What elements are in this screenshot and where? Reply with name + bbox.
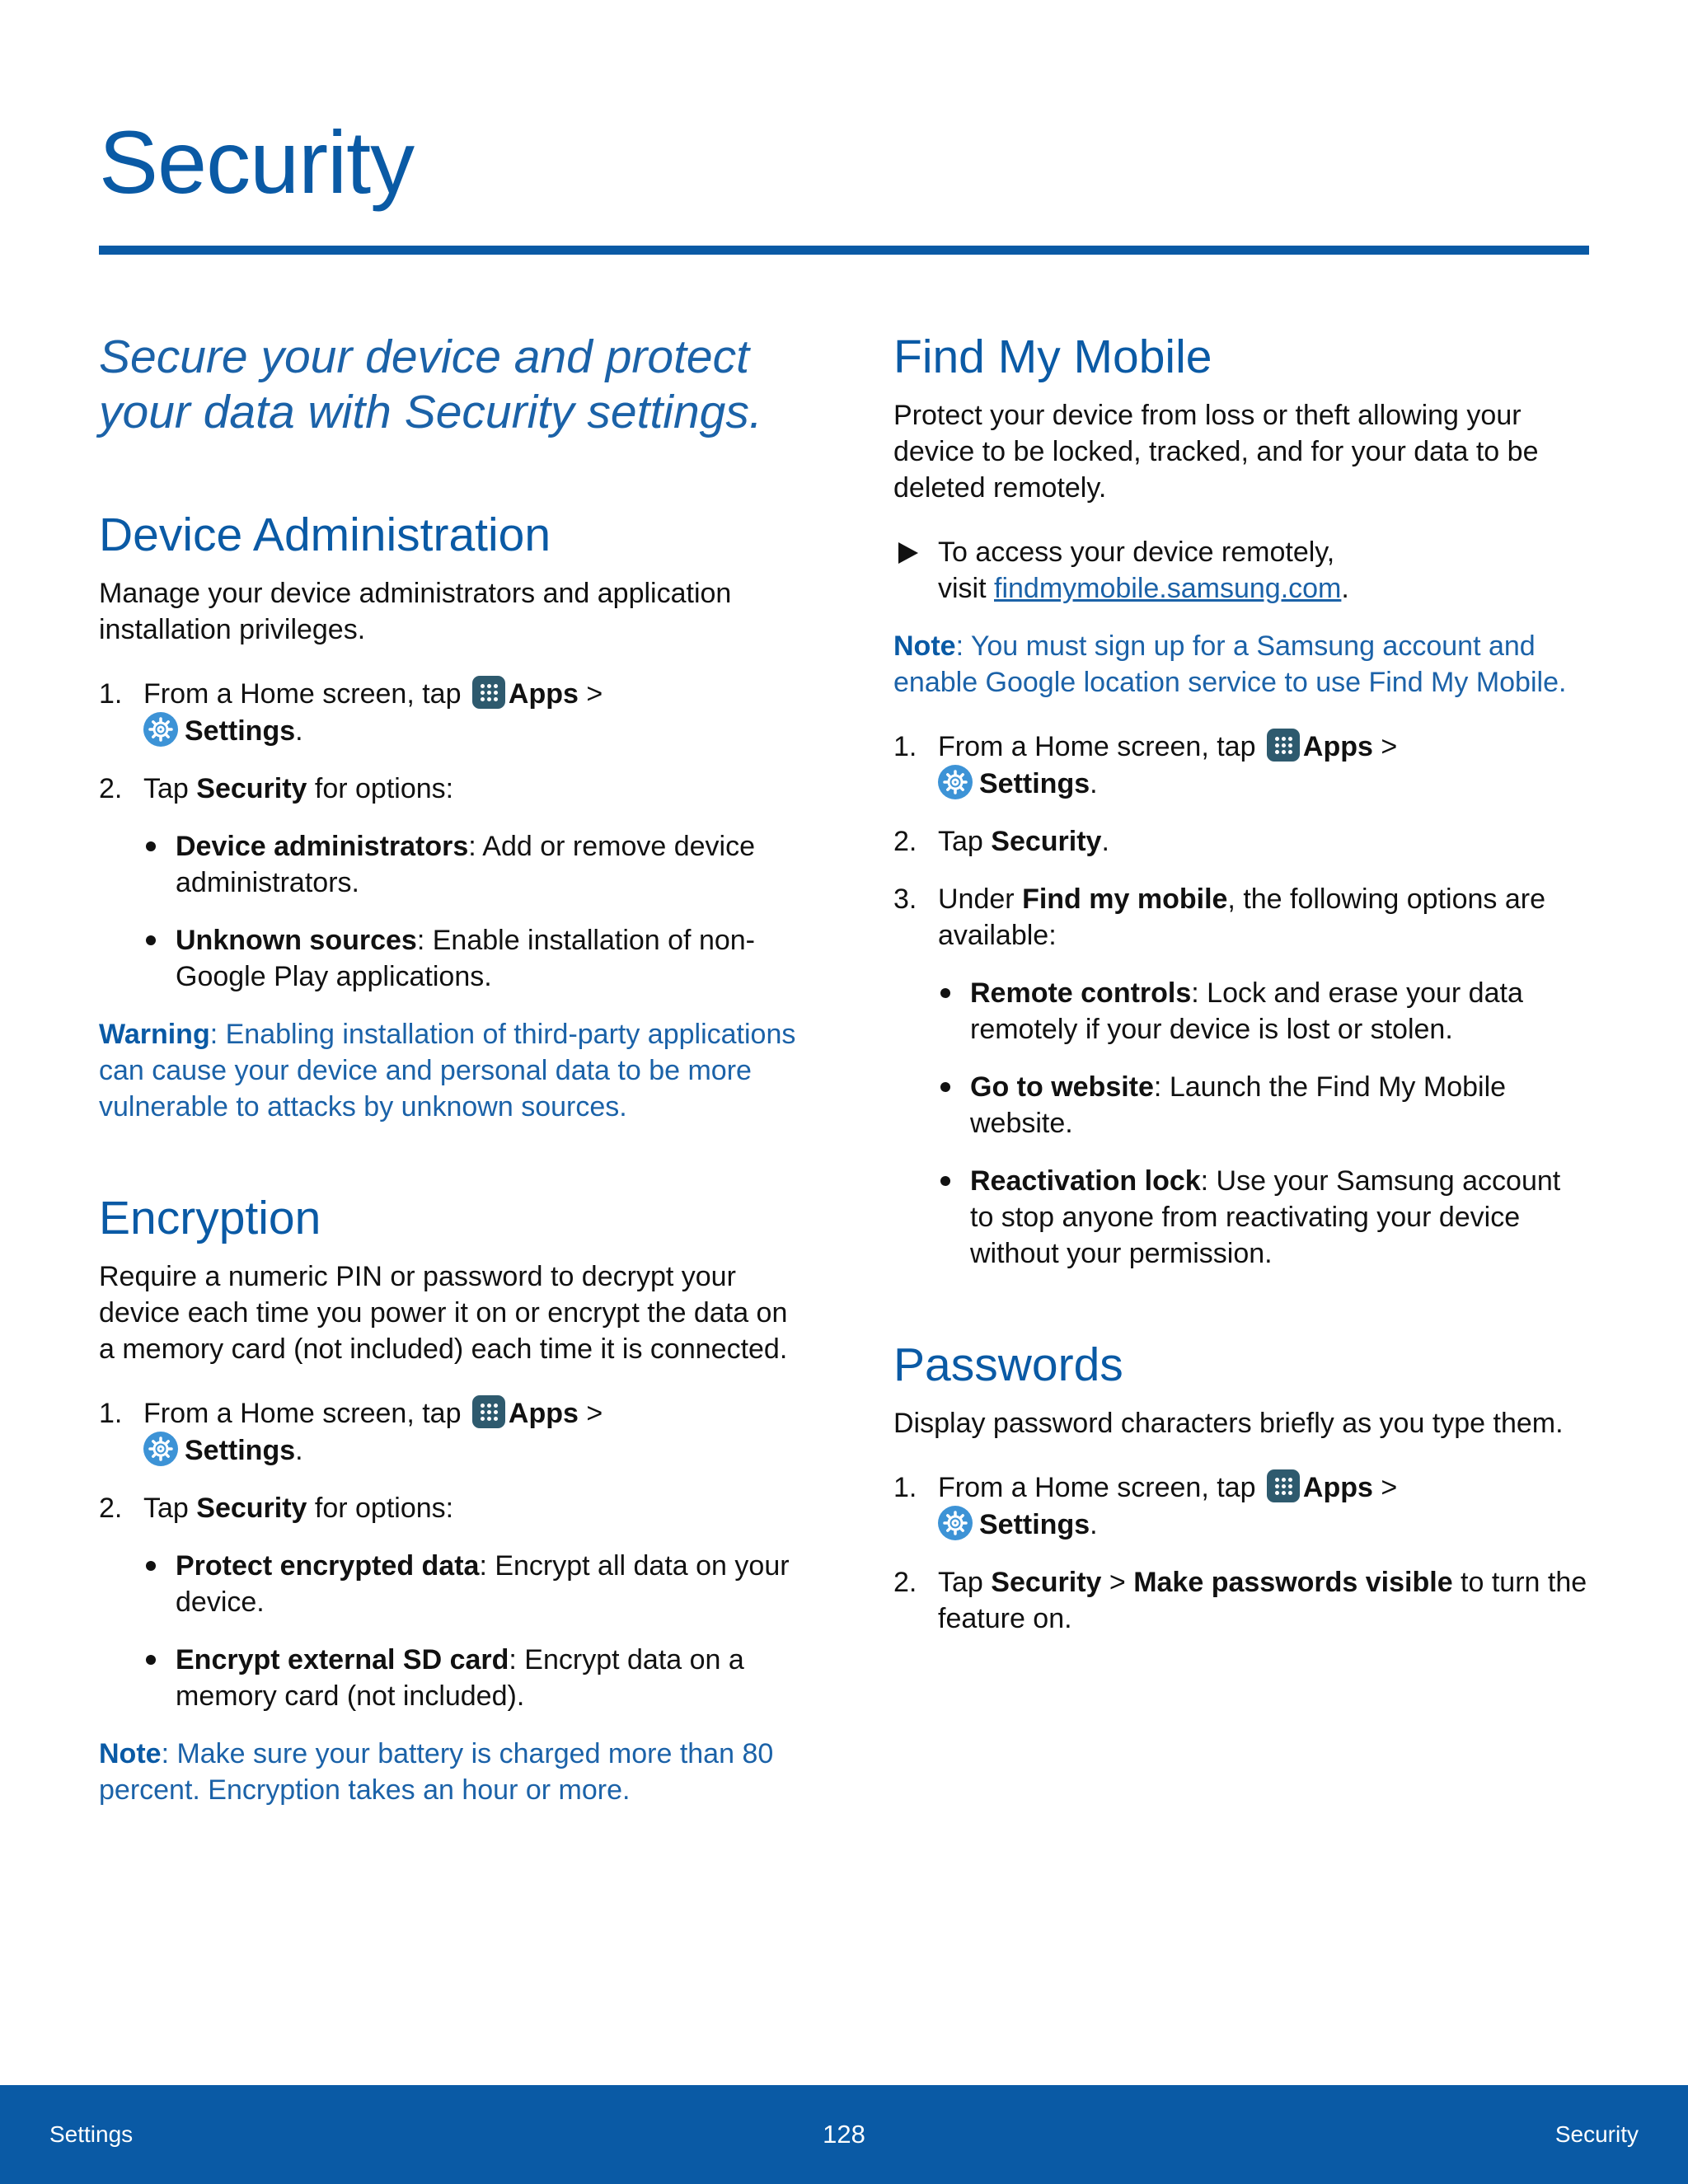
passwords-section	[893, 1338, 1591, 1637]
device-administration-intro: Manage your device administrators and application installation privileges.	[99, 578, 732, 645]
apps-icon	[472, 676, 505, 709]
step-number: 1.	[893, 1472, 917, 1503]
apps-label: Apps	[508, 1398, 579, 1429]
apps-label: Apps	[1302, 731, 1373, 762]
bullet-item	[99, 1548, 796, 1620]
settings-gear-icon	[143, 712, 178, 747]
bullet-item	[99, 1642, 796, 1714]
settings-gear-icon	[143, 1432, 178, 1466]
step-number: 2.	[893, 1567, 917, 1598]
find-my-mobile-section	[893, 330, 1591, 1272]
step-number: 1.	[99, 678, 123, 710]
settings-label: Settings	[185, 1435, 296, 1466]
left-column	[99, 330, 796, 1874]
bullet-dot	[146, 1561, 156, 1571]
step-text: Tap	[143, 773, 197, 804]
settings-label: Settings	[185, 715, 296, 747]
page-footer	[0, 2085, 1688, 2184]
encryption-section	[99, 1191, 796, 1808]
step-1	[893, 1469, 1591, 1543]
step-number: 2.	[99, 1493, 123, 1524]
step-text: From a Home screen, tap	[938, 731, 1264, 762]
step-text: Tap	[938, 1567, 992, 1598]
encryption-note	[99, 1736, 796, 1808]
apps-icon	[1267, 729, 1300, 762]
apps-label: Apps	[1302, 1472, 1373, 1503]
visit-text: visit	[938, 573, 994, 604]
settings-gear-icon	[938, 1506, 973, 1540]
apps-icon	[1267, 1469, 1300, 1502]
note-label: Note	[99, 1738, 162, 1769]
bullet-dot	[146, 841, 156, 851]
period: .	[1090, 1509, 1098, 1540]
period: .	[1101, 826, 1109, 857]
period: .	[1341, 573, 1349, 604]
warning-text: : Enabling installation of third-party applications can cause your device and personal data to be more vulnerable to attacks by unknown sources.	[99, 1019, 796, 1122]
find-my-mobile-heading: Find My Mobile	[893, 330, 1212, 383]
step-text: for options:	[307, 1493, 454, 1524]
step-text: Tap	[938, 826, 992, 857]
step-text: From a Home screen, tap	[143, 1398, 469, 1429]
bullet-item	[893, 1163, 1591, 1272]
device-administration-heading: Device Administration	[99, 509, 551, 561]
step-text: Under	[938, 883, 1023, 915]
footer-section: Security	[1554, 2121, 1639, 2147]
warning-note	[99, 1016, 796, 1125]
bullet-term: Reactivation lock	[970, 1165, 1201, 1197]
bullet-dot	[146, 1655, 156, 1665]
step-number: 1.	[893, 731, 917, 762]
device-administration-section	[99, 508, 796, 1125]
bullet-dot	[940, 988, 950, 998]
bullet-term: Device administrators	[176, 831, 469, 862]
bullet-desc: : Encrypt data on a memory card (not included).	[176, 1644, 744, 1712]
make-passwords-visible-term: Make passwords visible	[1133, 1567, 1453, 1598]
find-my-mobile-intro: Protect your device from loss or theft allowing your device to be locked, tracked, and for your data to be deleted remotely.	[893, 400, 1539, 504]
note-label: Note	[893, 630, 956, 662]
step-number: 2.	[99, 773, 123, 804]
step-text: Tap	[143, 1493, 197, 1524]
apps-label: Apps	[508, 678, 579, 710]
bullet-term: Protect encrypted data	[176, 1550, 480, 1582]
step-2	[99, 1490, 796, 1526]
settings-gear-icon	[938, 765, 973, 799]
bullet-dot	[940, 1082, 950, 1092]
page-tagline: Secure your device and protect your data with Security settings.	[99, 330, 762, 438]
bullet-desc: : Encrypt all data on your device.	[176, 1550, 790, 1618]
bullet-desc: : Launch the Find My Mobile website.	[970, 1071, 1507, 1139]
encryption-heading: Encryption	[99, 1192, 321, 1244]
period: .	[295, 715, 303, 747]
settings-label: Settings	[979, 768, 1090, 799]
period: .	[295, 1435, 303, 1466]
access-text: To access your device remotely,	[938, 537, 1335, 568]
separator: >	[1101, 1567, 1134, 1598]
footer-page-number: 128	[823, 2120, 865, 2149]
find-my-mobile-term: Find my mobile	[1022, 883, 1228, 915]
right-column	[893, 330, 1591, 1703]
bullet-item	[99, 922, 796, 995]
step-3	[893, 881, 1591, 954]
security-label: Security	[196, 1493, 307, 1524]
step-number: 3.	[893, 883, 917, 915]
bullet-desc: : Enable installation of non-Google Play applications.	[176, 925, 756, 992]
security-label: Security	[991, 826, 1102, 857]
step-text: to turn the feature on.	[938, 1567, 1587, 1634]
step-text: , the following options are available:	[938, 883, 1545, 951]
step-text: for options:	[307, 773, 454, 804]
separator: >	[1372, 731, 1398, 762]
warning-label: Warning	[99, 1019, 210, 1050]
bullet-item	[893, 1069, 1591, 1141]
title-divider	[99, 246, 1589, 255]
passwords-intro: Display password characters briefly as you type them.	[893, 1408, 1564, 1439]
encryption-intro: Require a numeric PIN or password to decrypt your device each time you power it on or encrypt the data on a memory card (not included) each time it is connected.	[99, 1261, 788, 1365]
bullet-desc: : Use your Samsung account to stop anyone from reactivating your device without your permission.	[970, 1165, 1561, 1269]
bullet-dot	[146, 935, 156, 945]
step-text: From a Home screen, tap	[143, 678, 469, 710]
page-title: Security	[99, 112, 415, 212]
step-text: From a Home screen, tap	[938, 1472, 1264, 1503]
security-label: Security	[196, 773, 307, 804]
bullet-desc: : Add or remove device administrators.	[176, 831, 756, 898]
bullet-term: Encrypt external SD card	[176, 1644, 509, 1675]
bullet-dot	[940, 1176, 950, 1186]
separator: >	[1372, 1472, 1398, 1503]
access-instruction	[893, 534, 1591, 607]
step-2	[893, 1564, 1591, 1637]
note-text: : You must sign up for a Samsung account and enable Google location service to use Find My Mobile.	[893, 630, 1567, 698]
step-1	[893, 729, 1591, 802]
security-label: Security	[991, 1567, 1102, 1598]
step-2	[893, 823, 1591, 860]
step-number: 1.	[99, 1398, 123, 1429]
separator: >	[578, 1398, 603, 1429]
note-text: : Make sure your battery is charged more than 80 percent. Encryption takes an hour or more.	[99, 1738, 774, 1806]
bullet-term: Unknown sources	[176, 925, 417, 956]
period: .	[1090, 768, 1098, 799]
bullet-item	[893, 975, 1591, 1047]
passwords-heading: Passwords	[893, 1338, 1123, 1391]
step-1	[99, 1395, 796, 1469]
bullet-term: Remote controls	[970, 977, 1192, 1009]
step-1	[99, 676, 796, 749]
bullet-term: Go to website	[970, 1071, 1154, 1103]
step-2	[99, 771, 796, 807]
separator: >	[578, 678, 603, 710]
bullet-desc: : Lock and erase your data remotely if your device is lost or stolen.	[970, 977, 1523, 1045]
settings-label: Settings	[979, 1509, 1090, 1540]
bullet-item	[99, 828, 796, 901]
footer-chapter: Settings	[49, 2121, 134, 2147]
findmymobile-link[interactable]: findmymobile.samsung.com	[994, 573, 1342, 604]
step-number: 2.	[893, 826, 917, 857]
arrow-right-icon	[898, 542, 918, 564]
apps-icon	[472, 1395, 505, 1428]
find-my-mobile-note	[893, 628, 1591, 701]
